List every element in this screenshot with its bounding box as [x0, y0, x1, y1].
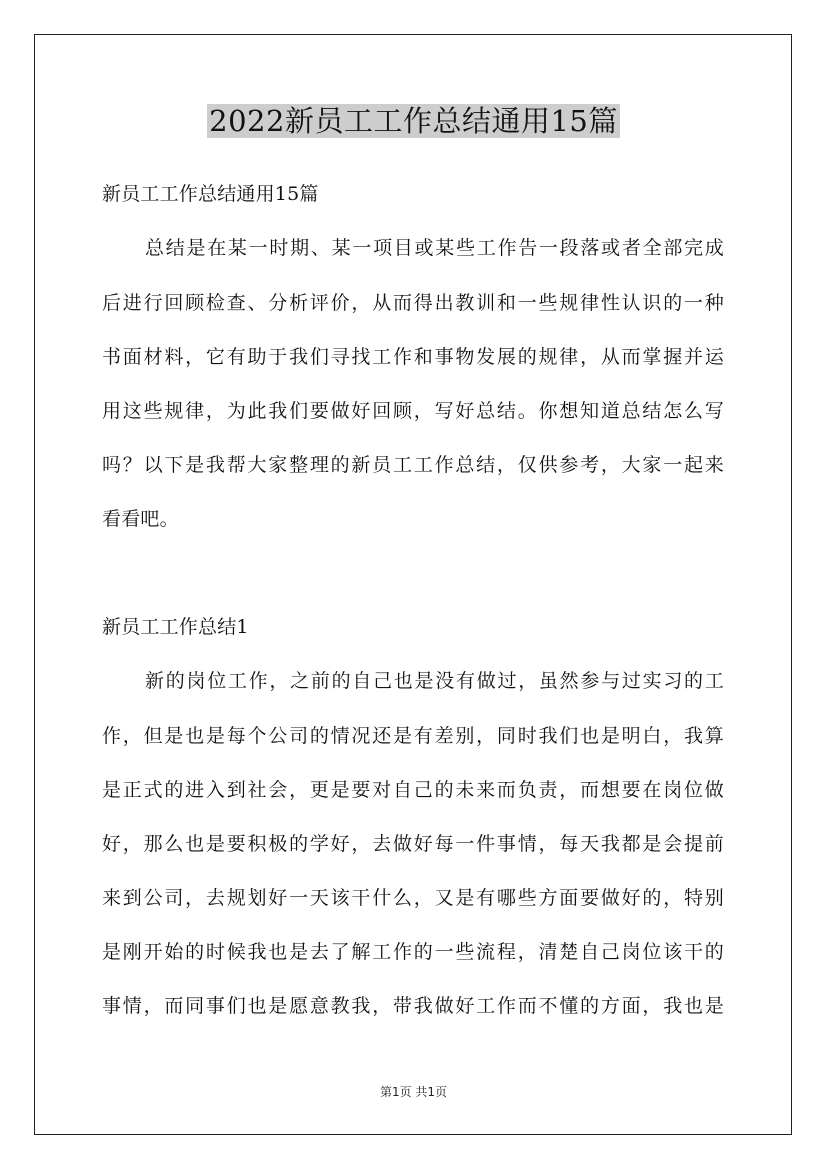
section-line: 是正式的进入到社会，更是要对自己的未来而负责，而想要在岗位做	[102, 779, 724, 801]
intro-line: 书面材料，它有助于我们寻找工作和事物发展的规律，从而掌握并运	[102, 346, 724, 368]
section-line: 事情，而同事们也是愿意教我，带我做好工作而不懂的方面，我也是	[102, 995, 724, 1017]
section-line: 作，但是也是每个公司的情况还是有差别，同时我们也是明白，我算	[102, 725, 724, 747]
section-line: 新的岗位工作，之前的自己也是没有做过，虽然参与过实习的工	[145, 670, 724, 692]
page-footer: 第1页 共1页	[379, 1085, 448, 1099]
section-heading: 新员工工作总结1	[102, 616, 249, 638]
intro-line: 看看吧。	[102, 508, 179, 530]
document-subtitle: 新员工工作总结通用15篇	[102, 183, 319, 205]
section-line: 来到公司，去规划好一天该干什么，又是有哪些方面要做好的，特别	[102, 887, 724, 909]
intro-line: 总结是在某一时期、某一项目或某些工作告一段落或者全部完成	[145, 237, 724, 259]
intro-line: 后进行回顾检查、分析评价，从而得出教训和一些规律性认识的一种	[102, 292, 724, 314]
section-line: 好，那么也是要积极的学好，去做好每一件事情，每天我都是会提前	[102, 833, 724, 855]
document-title-text: 2022新员工工作总结通用15篇	[209, 104, 618, 138]
intro-line: 吗？以下是我帮大家整理的新员工工作总结，仅供参考，大家一起来	[102, 454, 724, 476]
section-line: 是刚开始的时候我也是去了解工作的一些流程，清楚自己岗位该干的	[102, 941, 724, 963]
document-title	[0, 100, 827, 142]
intro-line: 用这些规律，为此我们要做好回顾，写好总结。你想知道总结怎么写	[102, 400, 724, 422]
